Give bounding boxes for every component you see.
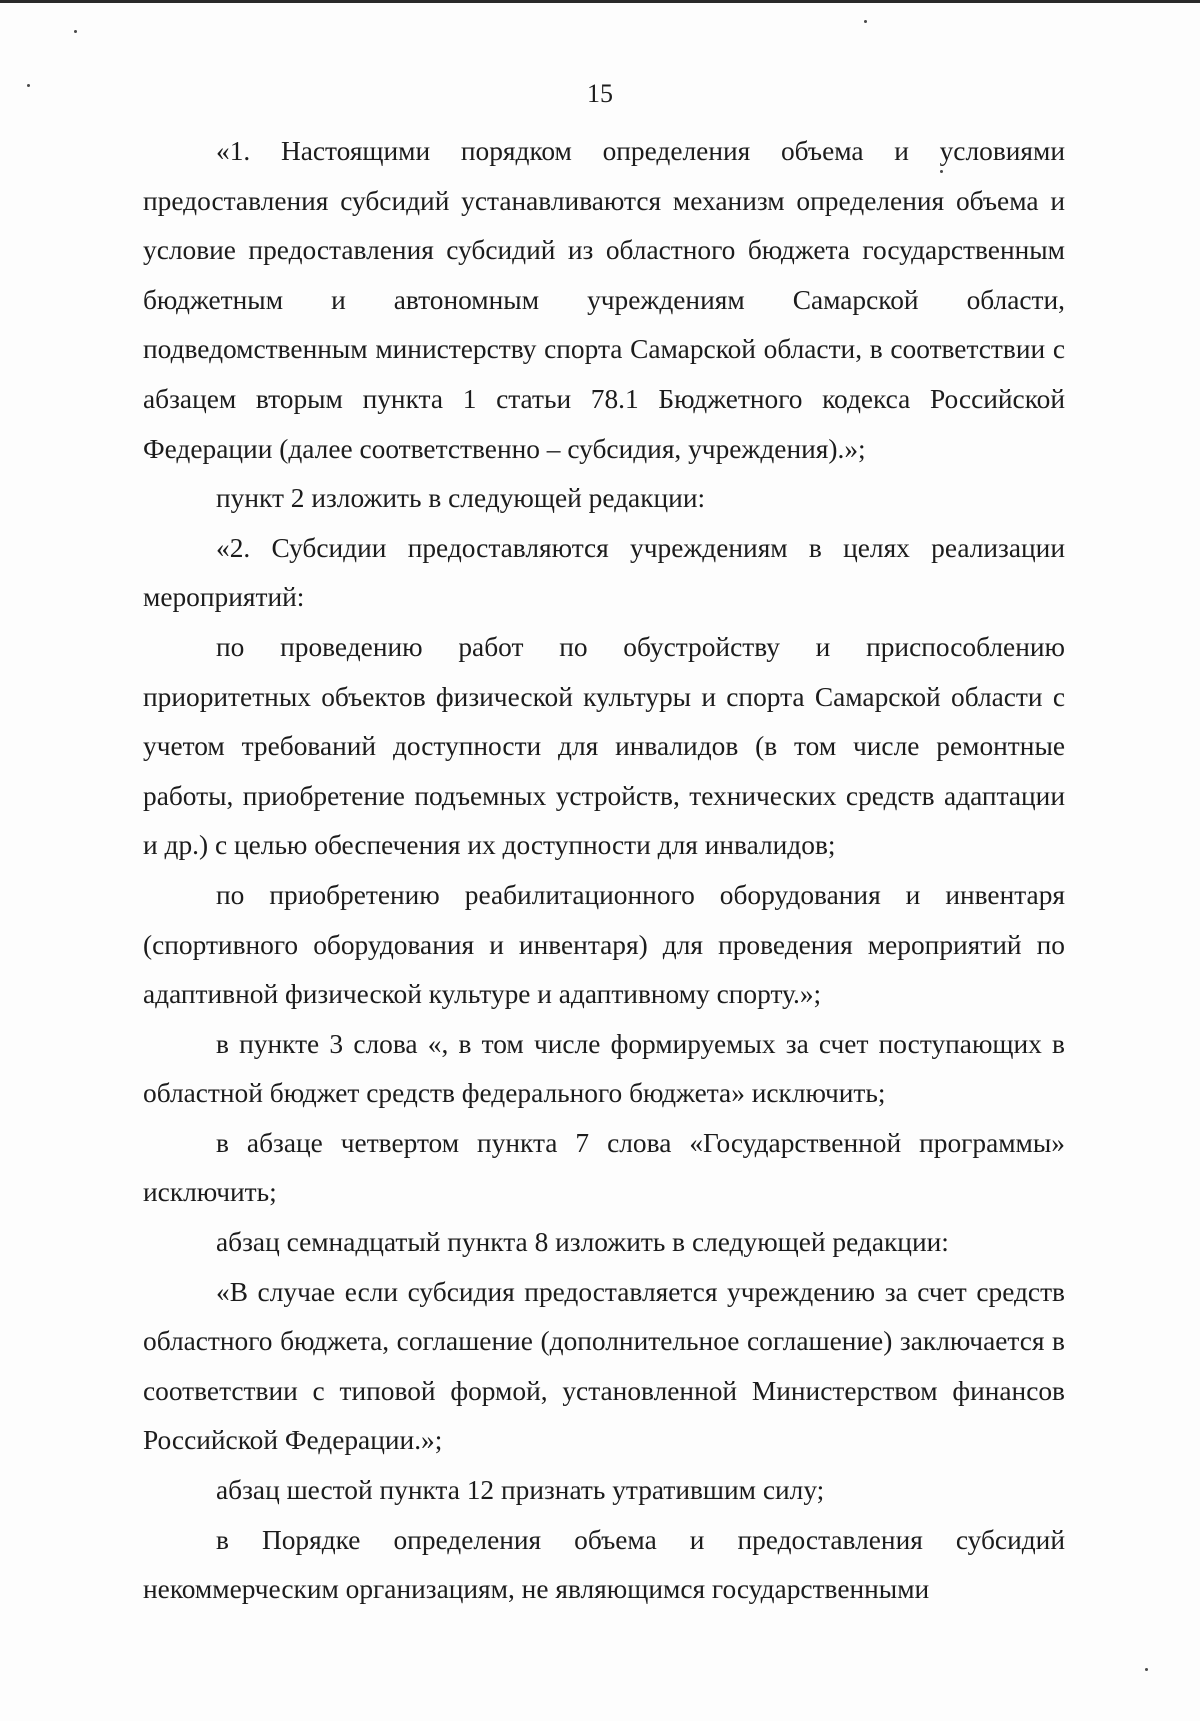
document-body (143, 127, 1065, 1615)
page-number: 15 (587, 79, 613, 108)
paragraph-1: «1. Настоящими порядком определения объема и условиями предоставления субсидий устанавливаются механизм определения объема и условие предоставления субсидий из областного бюджета государственным бюджетным и автономным учреждениям Самарской области, подведомственным министерству спорта Самарской области, в соответствии с абзацем вторым пункта 1 статьи 78.1 Бюджетного кодекса Российской Федерации (далее соответственно – субсидия, учреждения).»; (143, 136, 1065, 464)
paragraph-5: по приобретению реабилитационного оборудования и инвентаря (спортивного оборудования и инвентаря) для проведения мероприятий по адаптивной физической культуре и адаптивному спорту.»; (143, 879, 1065, 1010)
paragraph-9: «В случае если субсидия предоставляется учреждению за счет средств областного бюджета, соглашение (дополнительное соглашение) заключается в соответствии с типовой формой, установленной Министерством финансов Российской Федерации.»; (143, 1276, 1065, 1456)
scan-speck (864, 20, 867, 23)
paragraph-7: в абзаце четвертом пункта 7 слова «Государственной программы» исключить; (143, 1127, 1065, 1208)
paragraph-3: «2. Субсидии предоставляются учреждениям в целях реализации мероприятий: (143, 532, 1065, 613)
paragraph-4: по проведению работ по обустройству и приспособлению приоритетных объектов физической культуры и спорта Самарской области с учетом требований доступности для инвалидов (в том числе ремонтные работы, приобретение подъемных устройств, технических средств адаптации и др.) с целью обеспечения их доступности для инвалидов; (143, 631, 1065, 861)
paragraph-8: абзац семнадцатый пункта 8 изложить в следующей редакции: (216, 1227, 949, 1258)
scan-speck (74, 30, 77, 33)
paragraph-2: пункт 2 изложить в следующей редакции: (216, 483, 706, 514)
scan-top-edge (0, 0, 1200, 3)
paragraph-10: абзац шестой пункта 12 признать утратившим силу; (216, 1475, 825, 1506)
scan-speck (1145, 1668, 1148, 1671)
paragraph-11: в Порядке определения объема и предоставления субсидий некоммерческим организациям, не являющимся государственными (143, 1524, 1065, 1605)
paragraph-6: в пункте 3 слова «, в том числе формируемых за счет поступающих в областной бюджет средств федерального бюджета» исключить; (143, 1028, 1065, 1109)
